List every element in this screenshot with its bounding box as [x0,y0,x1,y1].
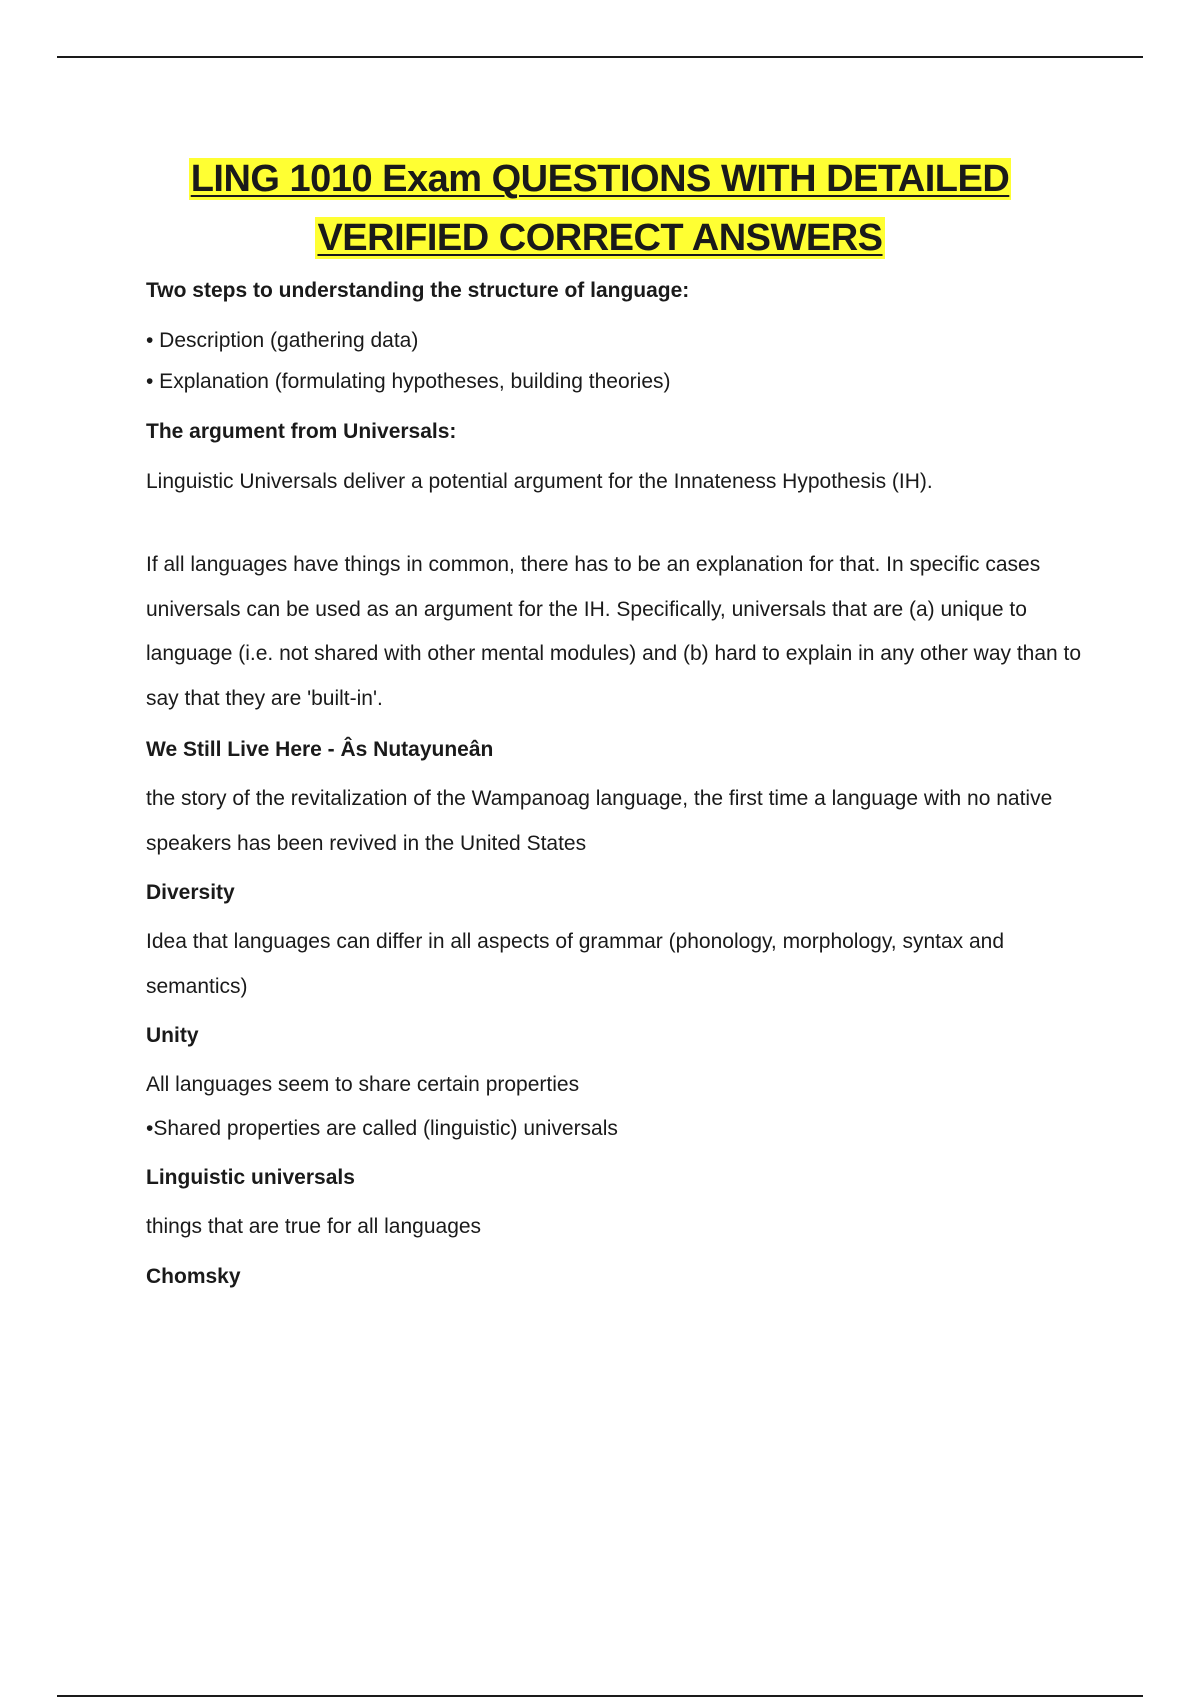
answer-line: things that are true for all languages [146,1215,482,1238]
document-body [146,276,1106,1292]
answer-paragraph: Idea that languages can differ in all aspects of grammar (phonology, morphology, syntax and semantics) [146,930,1005,998]
question-heading: The argument from Universals: [146,420,457,443]
title-line-1: LING 1010 Exam QUESTIONS WITH DETAILED [190,158,1010,200]
question-heading: Unity [146,1024,199,1047]
question-heading: We Still Live Here - Âs Nutayuneân [146,738,494,761]
question-heading: Linguistic universals [146,1166,355,1189]
document-title [0,150,1200,268]
answer-line: •Shared properties are called (linguistic) universals [146,1117,618,1140]
top-rule [57,56,1143,58]
question-heading: Chomsky [146,1264,241,1288]
answer-line: All languages seem to share certain properties [146,1073,580,1096]
answer-paragraph: If all languages have things in common, there has to be an explanation for that. In specific cases universals can be used as an argument for the IH. Specifically, universals that are (a) unique to language (i.e. not shared with other mental modules) and (b) hard to explain in any other way than to say that they are 'built-in'. [146,553,1082,710]
answer-line: • Description (gathering data) [146,329,419,352]
answer-line: Linguistic Universals deliver a potential argument for the Innateness Hypothesis (IH). [146,470,933,493]
question-heading: Diversity [146,881,235,904]
question-heading: Two steps to understanding the structure of language: [146,279,690,302]
bottom-rule [57,1695,1143,1697]
title-line-2: VERIFIED CORRECT ANSWERS [317,217,883,259]
answer-line: • Explanation (formulating hypotheses, building theories) [146,370,671,393]
answer-paragraph: the story of the revitalization of the Wampanoag language, the first time a language with no native speakers has been revived in the United States [146,787,1053,855]
